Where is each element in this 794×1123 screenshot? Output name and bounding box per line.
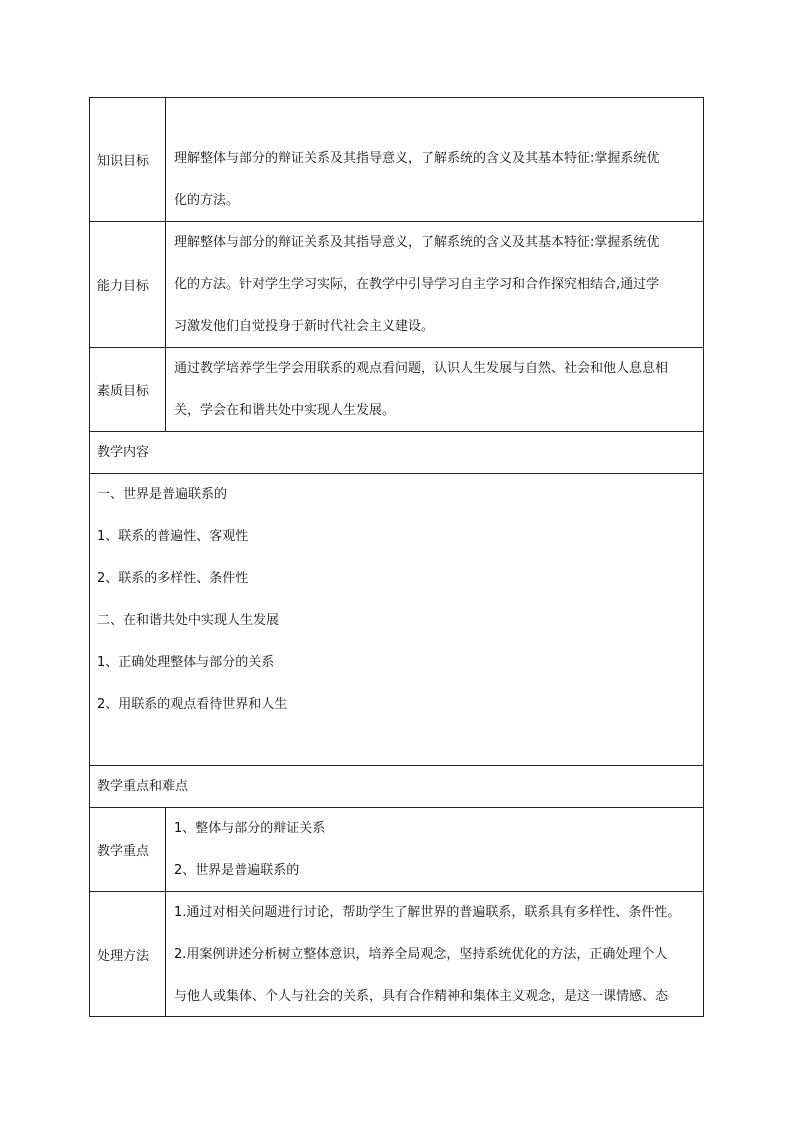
text-line: 1、整体与部分的辩证关系	[174, 821, 326, 836]
content-item: 2、联系的多样性、条件性	[97, 571, 249, 586]
focus-heading-cell	[90, 766, 703, 807]
content-heading: 教学内容	[97, 445, 150, 460]
text-line: 2.用案例讲述分析树立整体意识，培养全局观念，坚持系统优化的方法，正确处理个人	[174, 947, 668, 962]
content-item: 二、在和谐共处中实现人生发展	[97, 613, 280, 628]
knowledge-goal-text	[166, 98, 703, 221]
knowledge-goal-row	[90, 98, 703, 222]
content-item: 2、用联系的观点看待世界和人生	[97, 697, 288, 712]
text-line: 1.通过对相关问题进行讨论，帮助学生了解世界的普遍联系，联系具有多样性、条件性。	[174, 905, 681, 920]
content-item: 一、世界是普遍联系的	[97, 487, 228, 502]
lesson-plan-table	[89, 97, 704, 1017]
methods-text	[166, 892, 703, 1016]
key-points-label: 教学重点	[90, 808, 166, 891]
quality-goal-text	[166, 348, 703, 431]
focus-heading: 教学重点和难点	[97, 779, 189, 794]
quality-goal-label: 素质目标	[90, 348, 166, 431]
text-line: 习激发他们自觉投身于新时代社会主义建设。	[174, 319, 435, 334]
text-line: 通过教学培养学生学会用联系的观点看问题，认识人生发展与自然、社会和他人息息相	[174, 361, 669, 376]
text-line: 理解整体与部分的辩证关系及其指导意义，了解系统的含义及其基本特征:掌握系统优	[174, 151, 660, 166]
text-line: 化的方法。针对学生学习实际，在教学中引导学习自主学习和合作探究相结合,通过学	[174, 277, 660, 292]
text-line: 与他人或集体、个人与社会的关系，具有合作精神和集体主义观念，是这一课情感、态	[174, 989, 669, 1004]
text-line: 2、世界是普遍联系的	[174, 863, 300, 878]
ability-goal-text	[166, 222, 703, 347]
ability-goal-row	[90, 222, 703, 348]
content-item: 1、联系的普遍性、客观性	[97, 529, 249, 544]
key-points-row	[90, 808, 703, 892]
content-heading-row	[90, 432, 703, 474]
ability-goal-label: 能力目标	[90, 222, 166, 347]
content-body-row	[90, 474, 703, 766]
quality-goal-row	[90, 348, 703, 432]
content-item: 1、正确处理整体与部分的关系	[97, 655, 275, 670]
text-line: 理解整体与部分的辩证关系及其指导意义，了解系统的含义及其基本特征:掌握系统优	[174, 235, 660, 250]
content-heading-cell	[90, 432, 703, 473]
knowledge-goal-label: 知识目标	[90, 98, 166, 221]
methods-row	[90, 892, 703, 1016]
methods-label: 处理方法	[90, 892, 166, 1016]
content-body-cell	[90, 474, 703, 765]
key-points-text	[166, 808, 703, 891]
text-line: 关，学会在和谐共处中实现人生发展。	[174, 403, 396, 418]
text-line: 化的方法。	[174, 193, 240, 208]
focus-heading-row	[90, 766, 703, 808]
